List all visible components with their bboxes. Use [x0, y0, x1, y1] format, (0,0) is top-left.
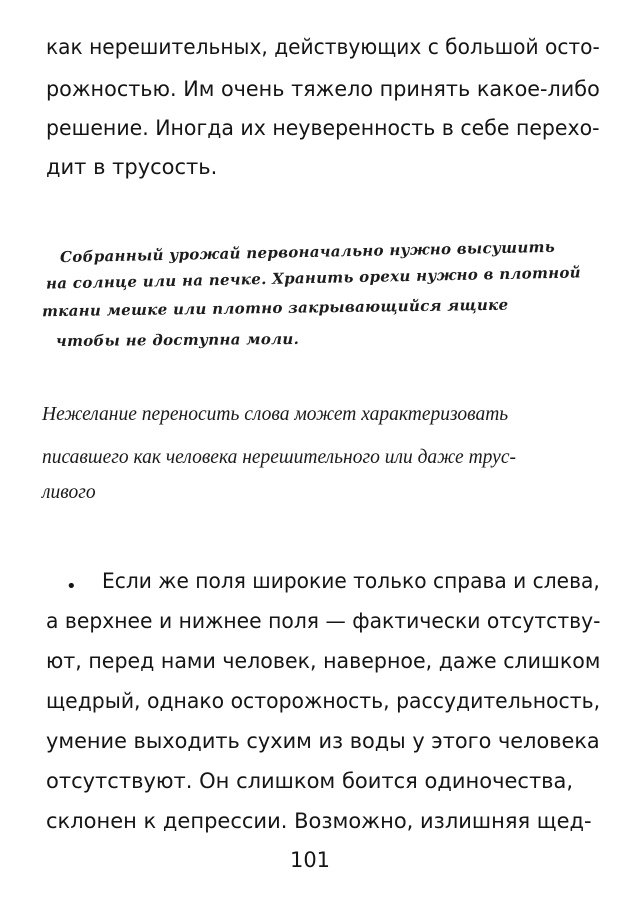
handwriting-line: ткани мешке или плотно закрывающийся ящике	[41, 295, 509, 321]
text-line: рожностью. Им очень тяжело принять какое-либо	[46, 77, 600, 101]
text-line: как нерешительных, действующих с большой осто-	[46, 35, 600, 59]
text-line: склонен к депрессии. Возможно, излишняя щед-	[46, 809, 592, 833]
text-line: дит в трусость.	[46, 155, 218, 179]
text-line: щедрый, однако осторожность, рассудительность,	[46, 689, 601, 713]
handwriting-line: Собранный урожай первоначально нужно высушить	[59, 237, 556, 267]
text-line: умение выходить сухим из воды у этого человека	[46, 729, 600, 753]
bullet-marker: •	[66, 576, 77, 597]
handwriting-line: чтобы не доступна моли.	[55, 329, 300, 351]
page-number: 101	[289, 848, 331, 872]
text-line: Если же поля широкие только справа и слева,	[102, 569, 600, 593]
text-line: отсутствуют. Он слишком боится одиночества,	[46, 769, 574, 793]
text-line: а верхнее и нижнее поля — фактически отсутству-	[46, 609, 601, 633]
caption-line: ливого	[42, 482, 96, 503]
text-line: ют, перед нами человек, наверное, даже слишком	[46, 649, 601, 673]
caption-line: писавшего как человека нерешительного или даже трус-	[42, 447, 516, 468]
handwriting-line: на солнце или на печке. Хранить орехи нужно в плотной	[45, 263, 582, 293]
caption-line: Нежелание переносить слова может характеризовать	[42, 404, 509, 425]
text-line: решение. Иногда их неуверенность в себе перехо-	[46, 116, 600, 140]
